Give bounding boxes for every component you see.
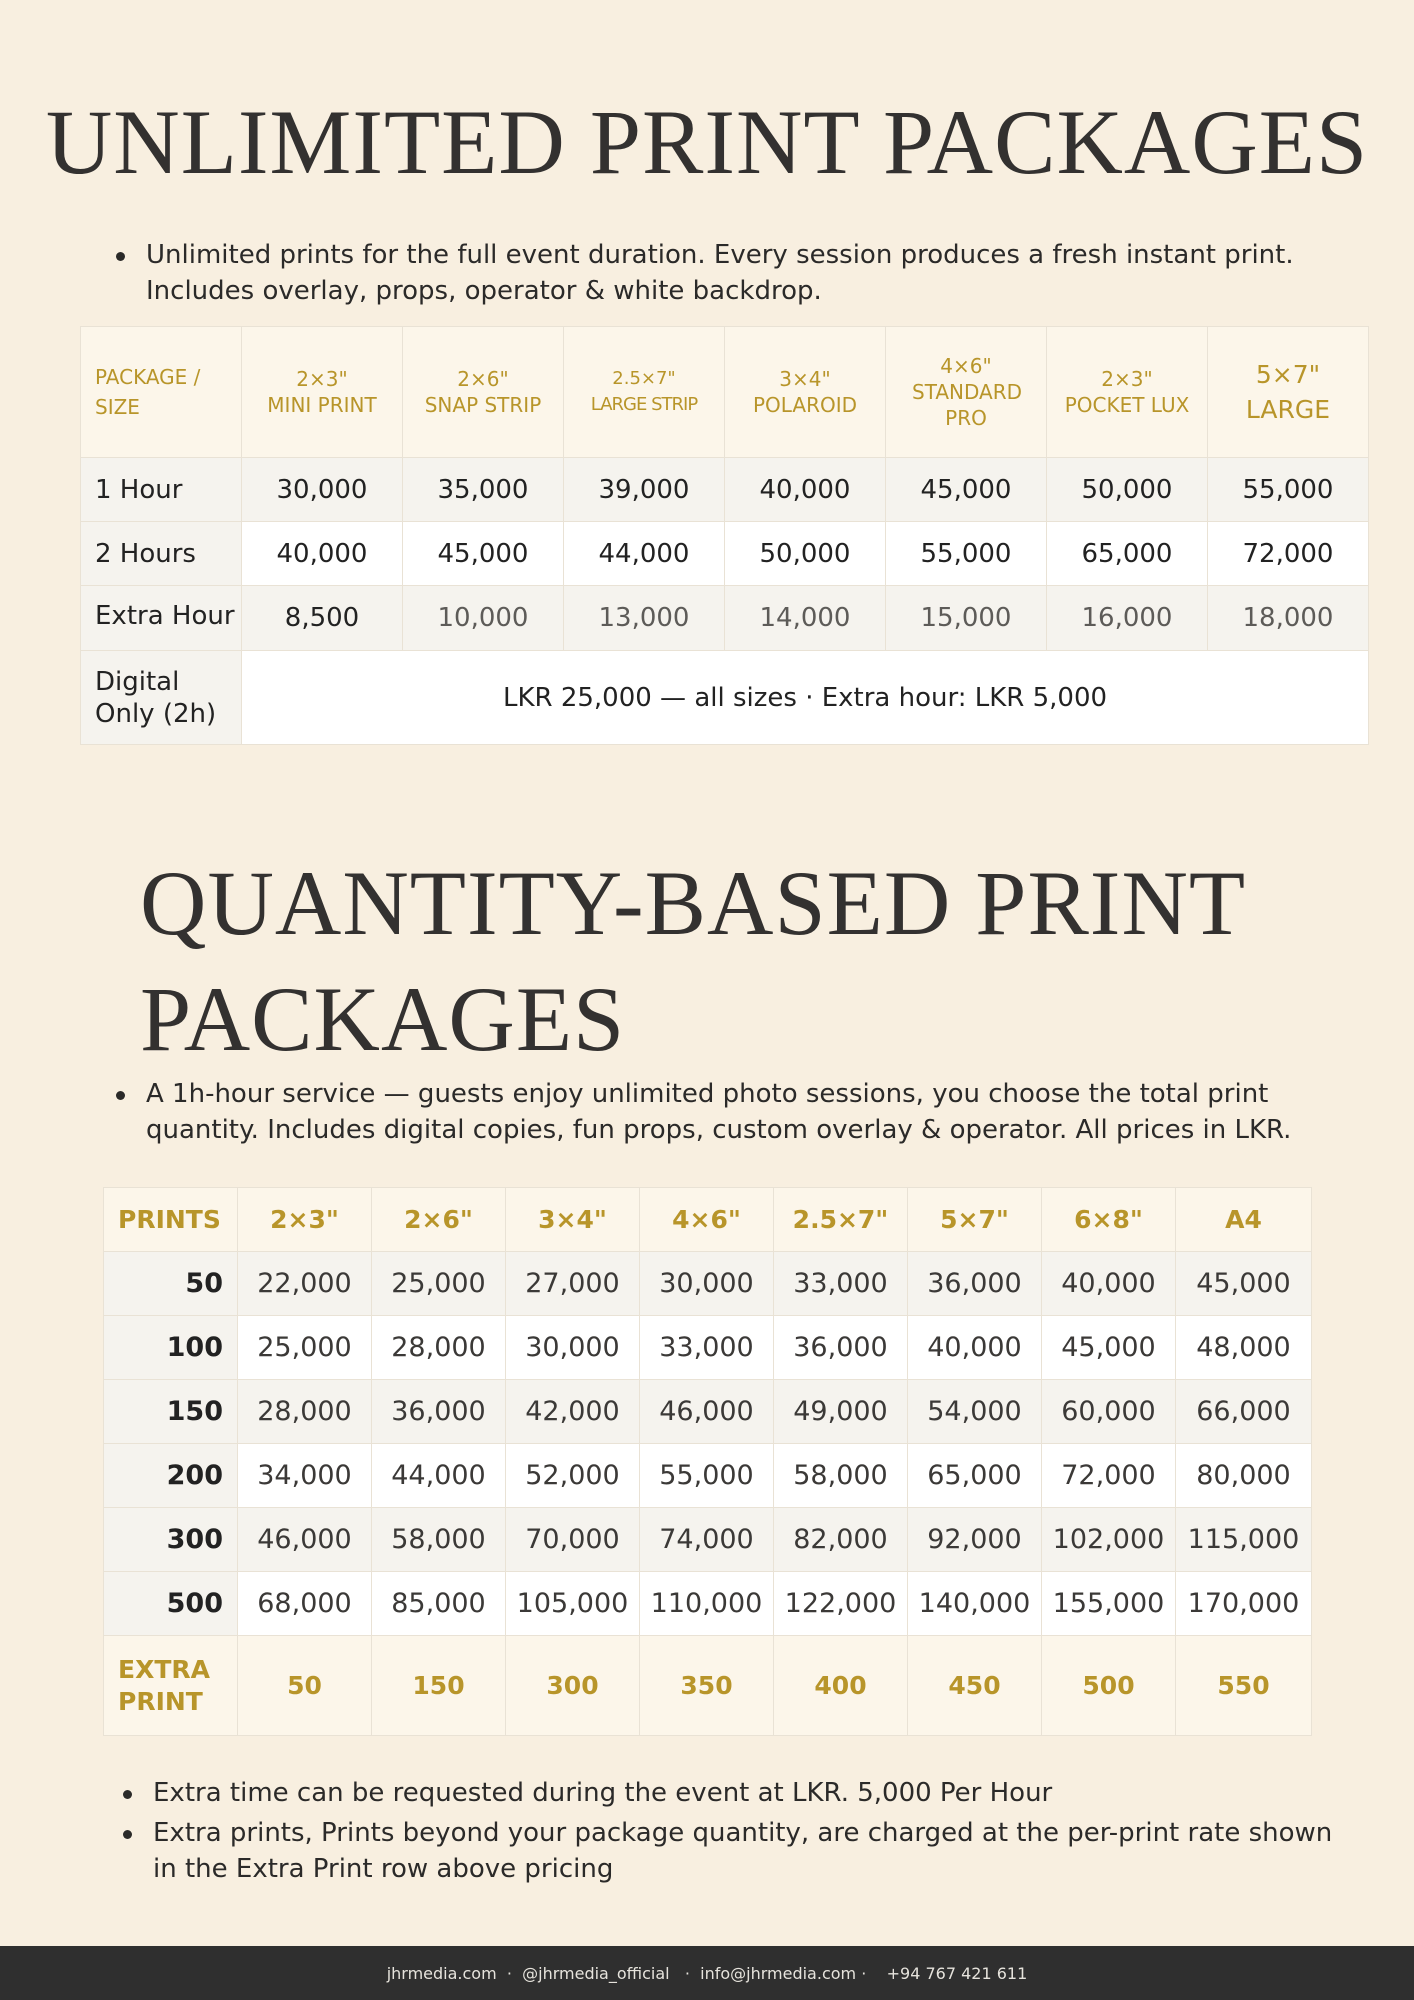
price-cell: 66,000 <box>1176 1380 1312 1444</box>
size-header: 2.5×7" LARGE STRIP <box>564 327 725 458</box>
price-cell: 36,000 <box>908 1252 1042 1316</box>
extra-print-cell: 550 <box>1176 1636 1312 1736</box>
notes-list <box>121 1775 1341 1891</box>
unlimited-intro-text: Unlimited prints for the full event duration. Every session produces a fresh instant print. Includes overlay, props, operator & white backdrop. <box>114 237 1354 309</box>
footer-separator: · <box>506 1963 512 1983</box>
price-cell: 45,000 <box>1176 1252 1312 1316</box>
row-label: Digital Only (2h) <box>81 651 242 745</box>
price-cell: 55,000 <box>886 522 1047 586</box>
price-cell: 25,000 <box>372 1252 506 1316</box>
price-cell: 46,000 <box>640 1380 774 1444</box>
price-cell: 44,000 <box>564 522 725 586</box>
unlimited-price-table <box>80 326 1369 745</box>
list-item: Extra prints, Prints beyond your package quantity, are charged at the per-print rate shown in the Extra Print row above pricing <box>121 1815 1341 1887</box>
price-cell: 82,000 <box>774 1508 908 1572</box>
price-cell: 60,000 <box>1042 1380 1176 1444</box>
price-cell: 45,000 <box>403 522 564 586</box>
row-label: 2 Hours <box>81 522 242 586</box>
table-row <box>81 522 1369 586</box>
price-cell: 110,000 <box>640 1572 774 1636</box>
row-label: Extra Hour <box>81 586 242 651</box>
price-cell: 52,000 <box>506 1444 640 1508</box>
quantity-cell: 150 <box>104 1380 238 1444</box>
extra-print-row <box>104 1636 1312 1736</box>
quantity-cell: 100 <box>104 1316 238 1380</box>
price-cell: 40,000 <box>242 522 403 586</box>
price-cell: 40,000 <box>725 458 886 522</box>
table-row <box>104 1316 1312 1380</box>
price-cell: 102,000 <box>1042 1508 1176 1572</box>
price-cell: 25,000 <box>238 1316 372 1380</box>
footer <box>0 1946 1414 2000</box>
price-cell: 170,000 <box>1176 1572 1312 1636</box>
price-cell: 45,000 <box>1042 1316 1176 1380</box>
size-header: 5×7" <box>908 1188 1042 1252</box>
price-cell: 13,000 <box>564 586 725 651</box>
table-row <box>104 1380 1312 1444</box>
list-item: Extra time can be requested during the event at LKR. 5,000 Per Hour <box>121 1775 1341 1811</box>
extra-print-cell: 350 <box>640 1636 774 1736</box>
table-row <box>81 651 1369 745</box>
price-cell: 55,000 <box>1208 458 1369 522</box>
price-cell: 92,000 <box>908 1508 1042 1572</box>
price-cell: 45,000 <box>886 458 1047 522</box>
table-row <box>104 1252 1312 1316</box>
price-cell: 55,000 <box>640 1444 774 1508</box>
extra-print-cell: 150 <box>372 1636 506 1736</box>
price-cell: 40,000 <box>908 1316 1042 1380</box>
unlimited-title: UNLIMITED PRINT PACKAGES <box>45 91 1369 193</box>
quantity-intro <box>114 1076 1374 1148</box>
footer-social[interactable]: @jhrmedia_official <box>522 1963 670 1983</box>
price-cell: 14,000 <box>725 586 886 651</box>
table-row <box>104 1572 1312 1636</box>
size-header: 4×6" STANDARD PRO <box>886 327 1047 458</box>
price-cell: 30,000 <box>640 1252 774 1316</box>
digital-only-price: LKR 25,000 — all sizes · Extra hour: LKR 5,000 <box>242 651 1369 745</box>
extra-print-label: EXTRA PRINT <box>104 1636 238 1736</box>
price-cell: 48,000 <box>1176 1316 1312 1380</box>
price-cell: 35,000 <box>403 458 564 522</box>
prints-header: PRINTS <box>104 1188 238 1252</box>
price-cell: 8,500 <box>242 586 403 651</box>
size-header: 2×3" POCKET LUX <box>1047 327 1208 458</box>
table-header-row <box>104 1188 1312 1252</box>
price-cell: 15,000 <box>886 586 1047 651</box>
size-header: 4×6" <box>640 1188 774 1252</box>
quantity-intro-text: A 1h-hour service — guests enjoy unlimited photo sessions, you choose the total print quantity. Includes digital copies, fun props, custom overlay & operator. All prices in LKR. <box>114 1076 1374 1148</box>
price-cell: 27,000 <box>506 1252 640 1316</box>
footer-separator: · <box>861 1963 867 1983</box>
price-cell: 44,000 <box>372 1444 506 1508</box>
table-row <box>104 1444 1312 1508</box>
size-header: 2×3" MINI PRINT <box>242 327 403 458</box>
price-cell: 34,000 <box>238 1444 372 1508</box>
price-cell: 36,000 <box>774 1316 908 1380</box>
price-cell: 54,000 <box>908 1380 1042 1444</box>
quantity-title: QUANTITY-BASED PRINT PACKAGES <box>140 852 1245 1070</box>
size-header: 2.5×7" <box>774 1188 908 1252</box>
footer-email[interactable]: info@jhrmedia.com <box>700 1963 857 1983</box>
price-cell: 70,000 <box>506 1508 640 1572</box>
price-cell: 105,000 <box>506 1572 640 1636</box>
size-header: 2×6" <box>372 1188 506 1252</box>
price-cell: 74,000 <box>640 1508 774 1572</box>
price-cell: 58,000 <box>774 1444 908 1508</box>
price-cell: 28,000 <box>372 1316 506 1380</box>
price-cell: 28,000 <box>238 1380 372 1444</box>
table-header-row <box>81 327 1369 458</box>
price-cell: 18,000 <box>1208 586 1369 651</box>
size-header: 6×8" <box>1042 1188 1176 1252</box>
price-cell: 10,000 <box>403 586 564 651</box>
price-cell: 72,000 <box>1042 1444 1176 1508</box>
extra-print-cell: 400 <box>774 1636 908 1736</box>
table-row <box>81 586 1369 651</box>
size-header: 3×4" POLAROID <box>725 327 886 458</box>
size-header: 5×7" LARGE <box>1208 327 1369 458</box>
price-cell: 33,000 <box>640 1316 774 1380</box>
price-cell: 122,000 <box>774 1572 908 1636</box>
size-header: 2×6" SNAP STRIP <box>403 327 564 458</box>
table-row <box>81 458 1369 522</box>
extra-print-cell: 50 <box>238 1636 372 1736</box>
quantity-price-table <box>103 1187 1312 1736</box>
footer-website[interactable]: jhrmedia.com <box>386 1963 497 1983</box>
price-cell: 33,000 <box>774 1252 908 1316</box>
package-size-header: PACKAGE / SIZE <box>81 327 242 458</box>
unlimited-intro <box>114 237 1354 309</box>
quantity-cell: 300 <box>104 1508 238 1572</box>
price-cell: 65,000 <box>1047 522 1208 586</box>
price-cell: 50,000 <box>1047 458 1208 522</box>
price-cell: 140,000 <box>908 1572 1042 1636</box>
price-cell: 30,000 <box>506 1316 640 1380</box>
size-header: 3×4" <box>506 1188 640 1252</box>
price-cell: 49,000 <box>774 1380 908 1444</box>
price-cell: 115,000 <box>1176 1508 1312 1572</box>
row-label: 1 Hour <box>81 458 242 522</box>
price-cell: 39,000 <box>564 458 725 522</box>
price-cell: 155,000 <box>1042 1572 1176 1636</box>
price-cell: 22,000 <box>238 1252 372 1316</box>
quantity-cell: 50 <box>104 1252 238 1316</box>
price-cell: 30,000 <box>242 458 403 522</box>
price-cell: 80,000 <box>1176 1444 1312 1508</box>
price-cell: 16,000 <box>1047 586 1208 651</box>
footer-separator: · <box>684 1963 690 1983</box>
quantity-cell: 500 <box>104 1572 238 1636</box>
footer-phone[interactable]: +94 767 421 611 <box>886 1963 1028 1983</box>
extra-print-cell: 450 <box>908 1636 1042 1736</box>
price-cell: 42,000 <box>506 1380 640 1444</box>
price-cell: 85,000 <box>372 1572 506 1636</box>
table-row <box>104 1508 1312 1572</box>
price-cell: 50,000 <box>725 522 886 586</box>
price-cell: 46,000 <box>238 1508 372 1572</box>
price-cell: 65,000 <box>908 1444 1042 1508</box>
quantity-cell: 200 <box>104 1444 238 1508</box>
size-header: 2×3" <box>238 1188 372 1252</box>
price-cell: 36,000 <box>372 1380 506 1444</box>
price-cell: 72,000 <box>1208 522 1369 586</box>
price-cell: 58,000 <box>372 1508 506 1572</box>
extra-print-cell: 500 <box>1042 1636 1176 1736</box>
extra-print-cell: 300 <box>506 1636 640 1736</box>
price-cell: 40,000 <box>1042 1252 1176 1316</box>
price-cell: 68,000 <box>238 1572 372 1636</box>
size-header: A4 <box>1176 1188 1312 1252</box>
